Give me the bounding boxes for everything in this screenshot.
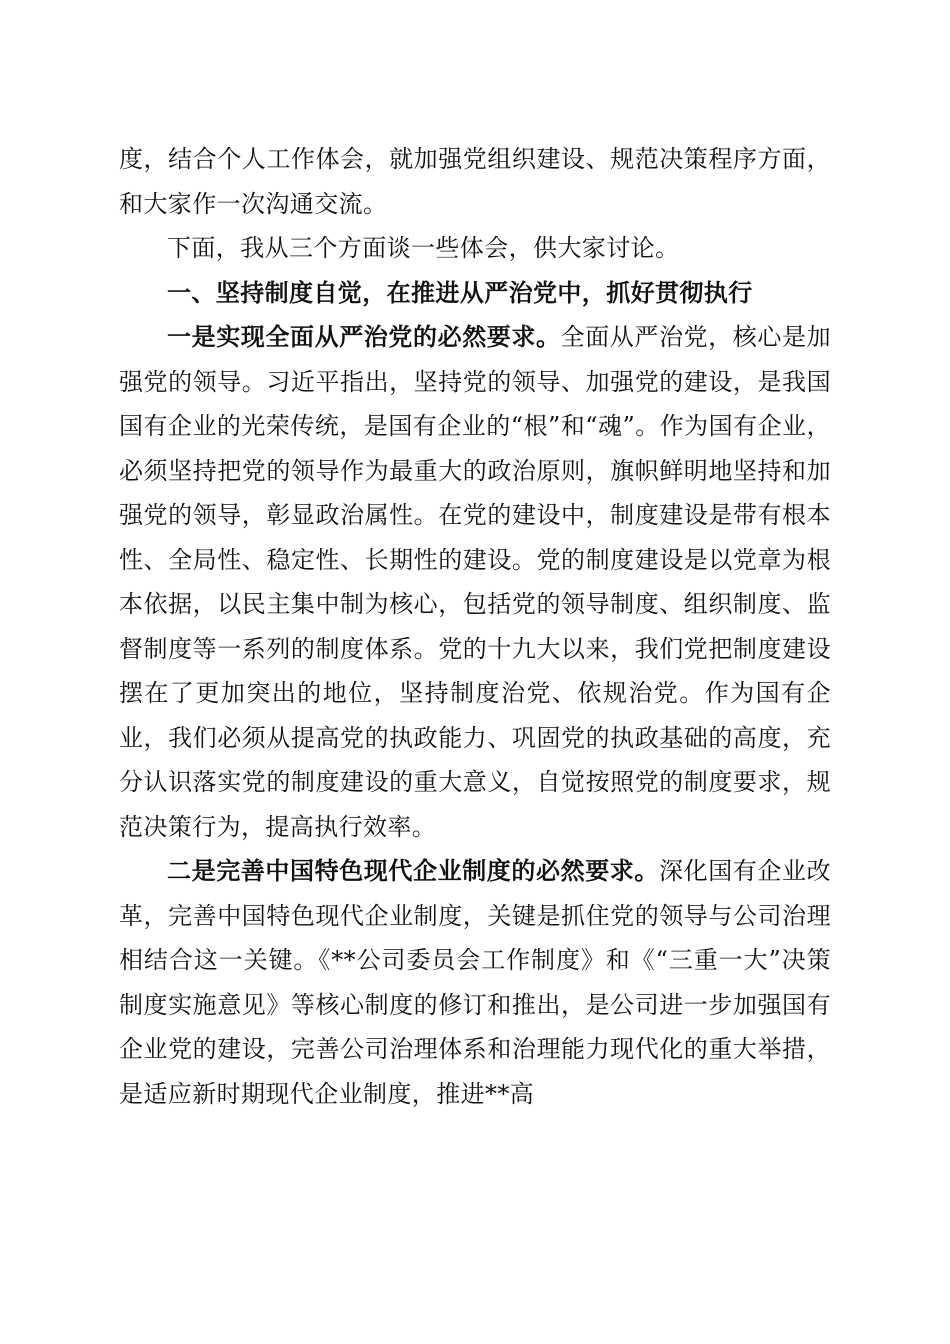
- section-heading: 一、坚持制度自觉，在推进从严治党中，抓好贯彻执行: [167, 278, 753, 307]
- point-two-lead: 二是完善中国特色现代企业制度的必然要求。: [167, 856, 659, 885]
- point-one-body: 全面从严治党，核心是加强党的领导。习近平指出，坚持党的领导、加强党的建设，是我国国有企业的光荣传统，是国有企业的“根”和“魂”。作为国有企业，必须坚持把党的领导作为最重大的政治原则，旗帜鲜明地坚持和加强党的领导，彰显政治属性。在党的建设中，制度建设是带有根本性、全局性、稳定性、长期性的建设。党的制度建设是以党章为根本依据，以民主集中制为核心，包括党的领导制度、组织制度、监督制度等一系列的制度体系。党的十九大以来，我们党把制度建设摆在了更加突出的地位，坚持制度治党、依规治党。作为国有企业，我们必须从提高党的执政能力、巩固党的执政基础的高度，充分认识落实党的制度建设的重大意义，自觉按照党的制度要求，规范决策行为，提高执行效率。: [119, 323, 831, 841]
- intro-paragraph: 下面，我从三个方面谈一些体会，供大家讨论。: [167, 234, 680, 262]
- point-two-body: 深化国有企业改革，完善中国特色现代企业制度，关键是抓住党的领导与公司治理相结合这一关键。《**公司委员会工作制度》和《“三重一大”决策制度实施意见》等核心制度的修订和推出，是公司进一步加强国有企业党的建设，完善公司治理体系和治理能力现代化的重大举措，是适应新时期现代企业制度，推进**高: [119, 857, 831, 1108]
- point-two-paragraph: [119, 849, 831, 1116]
- document-body: [119, 137, 831, 1116]
- point-one-lead: 一是实现全面从严治党的必然要求。: [167, 322, 561, 351]
- continuation-paragraph: 度，结合个人工作体会，就加强党组织建设、规范决策程序方面，和大家作一次沟通交流。: [119, 145, 831, 218]
- point-one-paragraph: [119, 315, 831, 849]
